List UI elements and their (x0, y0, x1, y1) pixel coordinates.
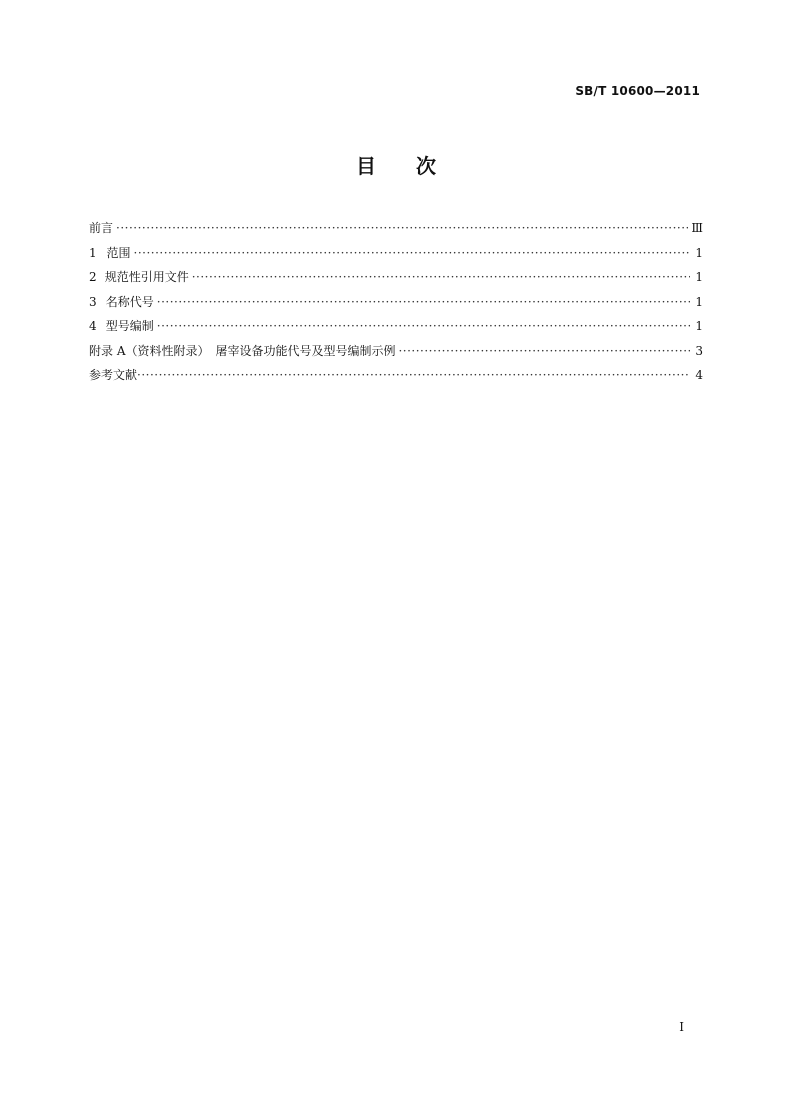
toc-item-text: 范围 (106, 245, 131, 260)
toc-item-page: 1 (695, 294, 703, 309)
page-number: I (679, 1020, 684, 1034)
toc-item-number: 2 (89, 270, 97, 284)
standard-code: SB/T 10600—2011 (575, 84, 700, 98)
toc-item-text: 名称代号 (105, 294, 154, 309)
title-part-2: 次 (416, 154, 436, 178)
toc-leader-dots (137, 363, 690, 388)
toc-item-number: 1 (89, 245, 97, 260)
toc-item-page: 1 (695, 245, 703, 260)
toc-leader-dots (398, 339, 690, 364)
toc-leader-dots (134, 241, 690, 266)
toc-item-page: 1 (695, 270, 703, 284)
toc-item-number: 4 (89, 319, 97, 333)
table-of-contents (89, 216, 703, 388)
toc-item-page: 3 (695, 343, 703, 358)
title-part-1: 目 (356, 154, 376, 178)
toc-leader-dots (192, 265, 690, 290)
toc-item-page: 1 (695, 319, 703, 333)
toc-item-foreword[interactable] (89, 216, 703, 241)
toc-item-model-numbering[interactable] (89, 314, 703, 339)
toc-item-page: Ⅲ (691, 221, 703, 235)
toc-item-text: 规范性引用文件 (104, 270, 189, 284)
toc-item-page: 4 (695, 368, 703, 382)
toc-leader-dots (116, 216, 688, 241)
toc-item-text: 附录 A（资料性附录） 屠宰设备功能代号及型号编制示例 (89, 343, 396, 358)
page-title (0, 150, 792, 179)
toc-leader-dots (157, 314, 690, 339)
toc-item-text: 参考文献 (89, 368, 138, 382)
toc-leader-dots (157, 290, 690, 315)
toc-item-normative-references[interactable] (89, 265, 703, 290)
toc-item-bibliography[interactable] (89, 363, 703, 388)
toc-item-number: 3 (89, 294, 97, 309)
toc-item-text: 型号编制 (105, 319, 154, 333)
toc-item-name-codes[interactable] (89, 290, 703, 315)
toc-item-annex-a[interactable] (89, 339, 703, 364)
toc-item-text: 前言 (89, 221, 114, 235)
toc-item-scope[interactable] (89, 241, 703, 266)
